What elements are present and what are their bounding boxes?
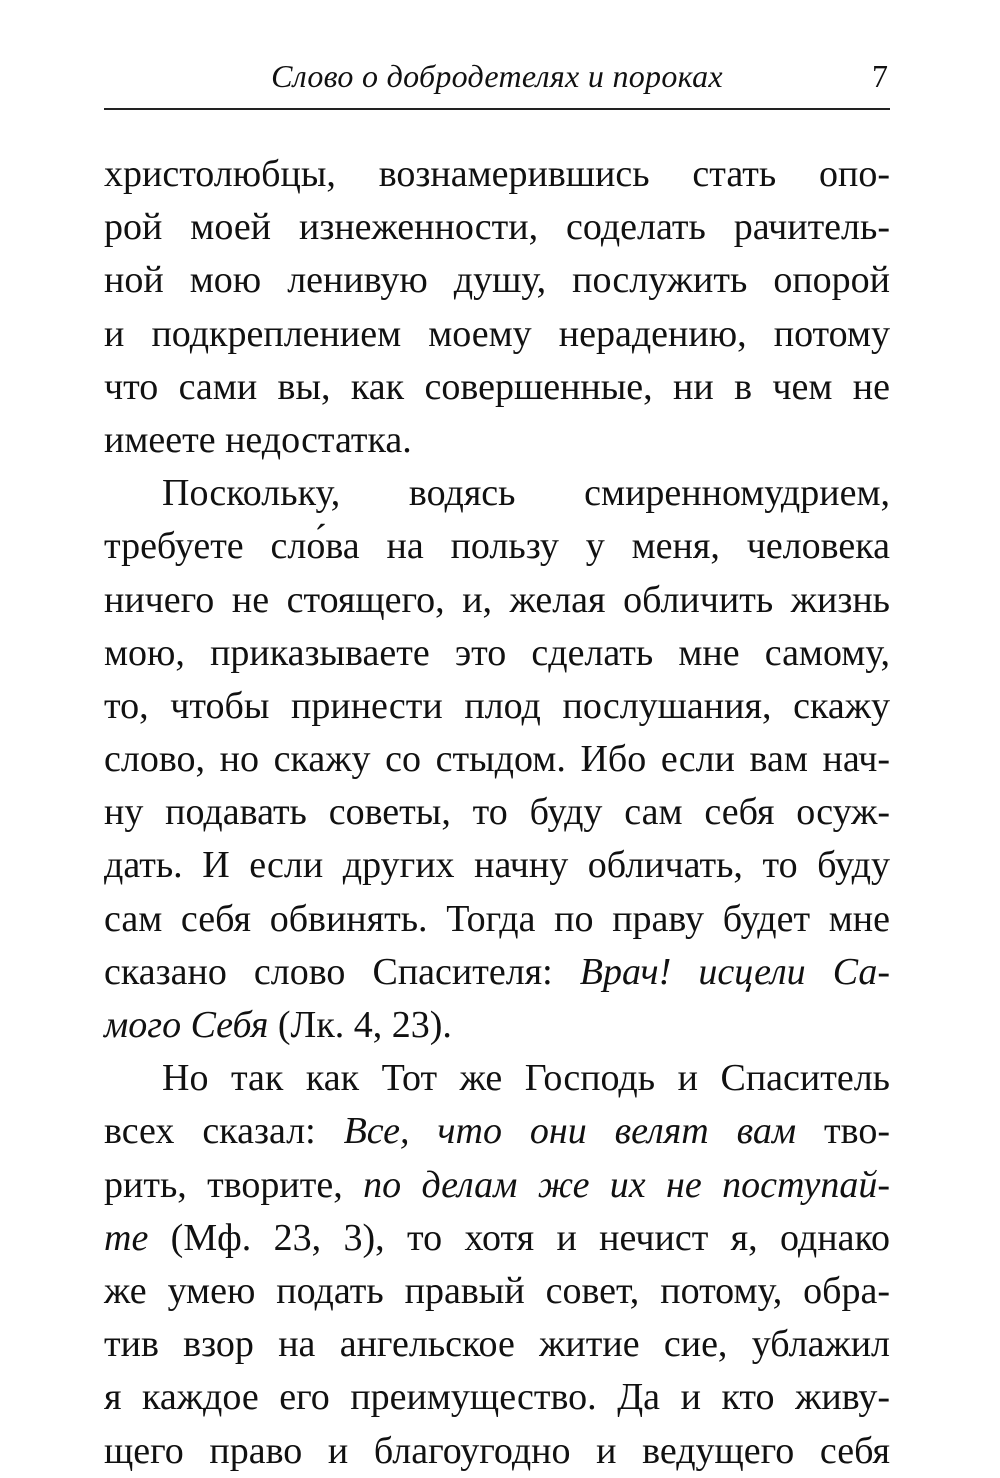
text-line — [104, 201, 890, 254]
paragraph — [104, 1052, 890, 1478]
text-line — [104, 1371, 890, 1424]
paragraph — [104, 467, 890, 1052]
text-run: ной мою ленивую душу, послужить опорой — [104, 259, 890, 302]
text-run: требуете сло́ва на пользу у меня, человека — [104, 525, 890, 568]
text-run: тив взор на ангельское житие сие, ублажил — [104, 1323, 890, 1366]
text-line — [104, 1105, 890, 1158]
text-run: ну подавать советы, то буду сам себя осуж- — [104, 791, 890, 834]
text-run: и подкреплением моему нерадению, потому — [104, 312, 890, 355]
text-run: дать. И если других начну обличать, то буду — [104, 844, 890, 887]
text-line — [104, 254, 890, 307]
text-run: слово, но скажу со стыдом. Ибо если вам нач- — [104, 738, 890, 781]
text-line — [104, 999, 890, 1052]
running-head — [104, 52, 890, 104]
text-run: тво- — [796, 1110, 890, 1153]
text-run: рить, творите, — [104, 1163, 364, 1206]
text-run: христолюбцы, вознамерившись стать опо- — [104, 153, 890, 195]
page-number: 7 — [872, 58, 888, 94]
text-line — [104, 1318, 890, 1371]
text-line — [104, 946, 890, 999]
text-line — [104, 1265, 890, 1318]
text-run: имеете недостатка. — [104, 418, 412, 461]
text-run: (Лк. 4, 23). — [268, 1004, 452, 1046]
text-line — [104, 414, 890, 467]
text-run: (Мф. 23, 3), то хотя и нечист я, однако — [148, 1216, 890, 1259]
text-line — [104, 627, 890, 680]
text-line — [104, 893, 890, 946]
paragraph — [104, 148, 890, 467]
text-run: что сами вы, как совершенные, ни в чем не — [104, 365, 890, 408]
text-run: Но так как Тот же Господь и Спаситель — [162, 1057, 890, 1100]
body-text — [104, 148, 890, 1478]
text-line — [104, 574, 890, 627]
text-run: сказано слово Спасителя: — [104, 950, 580, 993]
text-line — [104, 786, 890, 839]
italic-quote: Врач! исцели Са- — [579, 950, 890, 993]
text-run: я каждое его преимущество. Да и кто живу- — [104, 1376, 890, 1419]
text-run: ничего не стоящего, и, желая обличить жизнь — [104, 578, 890, 621]
italic-quote: по делам же их не поступай- — [363, 1163, 890, 1206]
text-run: же умею подать правый совет, потому, обра- — [104, 1269, 890, 1312]
text-run: мою, приказываете это сделать мне самому, — [104, 631, 890, 674]
italic-quote: Все, что они велят вам — [343, 1110, 797, 1153]
text-line — [104, 1159, 890, 1212]
text-line — [104, 361, 890, 414]
text-run: рой моей изнеженности, соделать рачитель- — [104, 206, 890, 249]
text-line — [104, 520, 890, 573]
text-line — [104, 467, 890, 520]
text-run: всех сказал: — [104, 1110, 344, 1153]
text-run: сам себя обвинять. Тогда по праву будет мне — [104, 897, 890, 940]
text-line — [104, 733, 890, 786]
text-line — [104, 148, 890, 201]
text-line — [104, 680, 890, 733]
text-line — [104, 1052, 890, 1105]
text-line — [104, 839, 890, 892]
text-run: Поскольку, водясь смиренномудрием, — [162, 472, 890, 515]
running-title: Слово о добродетелях и пороках — [271, 58, 723, 94]
text-run: то, чтобы принести плод послушания, скажу — [104, 684, 890, 727]
text-line — [104, 1212, 890, 1265]
text-line — [104, 308, 890, 361]
italic-quote: мого Себя — [104, 1004, 269, 1046]
header-rule — [104, 108, 890, 110]
text-run: щего право и благоугодно и ведущего себя — [104, 1429, 890, 1472]
italic-quote: те — [104, 1216, 149, 1259]
